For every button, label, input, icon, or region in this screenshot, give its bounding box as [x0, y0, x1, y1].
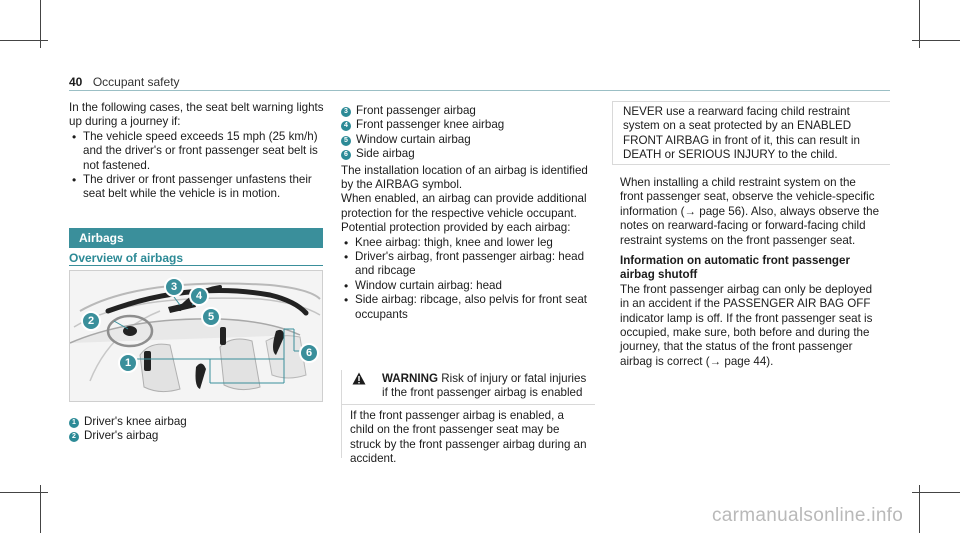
callout-1: 1: [118, 353, 138, 373]
warning-divider: [342, 404, 595, 405]
column-1: [69, 101, 325, 202]
note-text: NEVER use a rearward facing child restraint system on a seat protected by an ENABLED FRONT AIRBAG in front of it, this can result in DEATH or SERIOUS INJURY to the child.: [623, 105, 860, 162]
crop-mark: [0, 40, 48, 41]
list-item: • Driver's airbag, front passenger airbag: head and ribcage: [341, 250, 597, 279]
callout-4: 4: [189, 286, 209, 306]
warning-header: [342, 370, 595, 401]
section-title: Occupant safety: [92, 75, 180, 89]
paragraph: When installing a child restraint system on the front passenger seat, observe the vehicle-specific information (→ page 56). Also, always observe the notes on rearward-facing or forward-facing child restraint systems on the front passenger seat.: [620, 176, 880, 247]
list-item: • Side airbag: ribcage, also pelvis for front seat occupants: [341, 293, 597, 322]
legend-number: 6: [341, 150, 351, 160]
callout-5: 5: [201, 307, 221, 327]
paragraph: Potential protection provided by each airbag:: [341, 221, 571, 235]
callout-6: 6: [299, 343, 319, 363]
legend-label: Driver's airbag: [84, 429, 159, 443]
warning-title: Risk of injury or fatal injuries if the front passenger airbag is enabled: [382, 372, 587, 400]
section-bar-airbags: Airbags: [69, 228, 323, 248]
legend-number: 3: [341, 107, 351, 117]
page-header: [69, 73, 180, 91]
list-item: • The vehicle speed exceeds 15 mph (25 km/h) and the driver's or front passenger seat belt is not fastened.: [69, 130, 325, 173]
legend-number: 2: [69, 432, 79, 442]
legend-label: Window curtain airbag: [356, 132, 471, 146]
crop-mark: [0, 492, 48, 493]
warning-triangle-icon: [352, 372, 366, 385]
paragraph: When enabled, an airbag can provide additional protection for the respective vehicle occupant.: [341, 192, 587, 220]
legend-item: [341, 118, 597, 132]
watermark: carmanualsonline.info: [712, 505, 904, 526]
crop-mark: [912, 40, 960, 41]
subheading-overview: Overview of airbags: [69, 251, 184, 265]
legend-label: Driver's knee airbag: [84, 415, 187, 428]
legend-number: 4: [341, 121, 351, 131]
callout-2: 2: [81, 311, 101, 331]
note-box: [612, 101, 890, 165]
legend-item: [341, 147, 597, 161]
legend-number: 1: [69, 418, 79, 428]
warning-box: [341, 370, 595, 466]
subheading-rule: [69, 265, 323, 266]
list-item: • Knee airbag: thigh, knee and lower leg: [341, 236, 597, 250]
legend-item: [69, 415, 325, 429]
list-item: • Window curtain airbag: head: [341, 279, 597, 293]
airbag-diagram: [69, 270, 323, 402]
legend-label: Side airbag: [356, 147, 415, 161]
warning-label: WARNING: [382, 372, 439, 385]
column-2: [341, 104, 597, 322]
crop-mark: [912, 492, 960, 493]
warning-conditions-list: [69, 130, 325, 202]
legend-item: [341, 133, 597, 147]
warning-body: If the front passenger airbag is enabled, a child on the front passenger seat may be struck by the front passenger airbag during an accident.: [350, 408, 587, 466]
list-item: • The driver or front passenger unfastens their seat belt while the vehicle is in motion.: [69, 173, 325, 202]
paragraph: The installation location of an airbag is identified by the AIRBAG symbol.: [341, 163, 588, 192]
legend-label: Front passenger knee airbag: [356, 118, 505, 132]
info-heading: Information on automatic front passenger airbag shutoff: [620, 254, 850, 282]
legend-item: [341, 104, 597, 118]
paragraph: The front passenger airbag can only be deployed in an accident if the PASSENGER AIR BAG OFF indicator lamp is off. If the front passenger seat is occupied, make sure, both before and during the journey, that the status of the front passenger airbag is correct (→ page 44).: [620, 282, 873, 368]
legend-label: Front passenger airbag: [356, 104, 476, 117]
page-number: 40: [69, 75, 83, 89]
figure-legend-part-1: [69, 415, 325, 444]
legend-number: 5: [341, 136, 351, 146]
column-3: [620, 176, 882, 369]
callout-3: 3: [164, 277, 184, 297]
intro-paragraph: In the following cases, the seat belt warning lights up during a journey if:: [69, 101, 324, 129]
protection-list: [341, 236, 597, 322]
header-rule: [69, 90, 890, 91]
legend-item: [69, 429, 325, 443]
